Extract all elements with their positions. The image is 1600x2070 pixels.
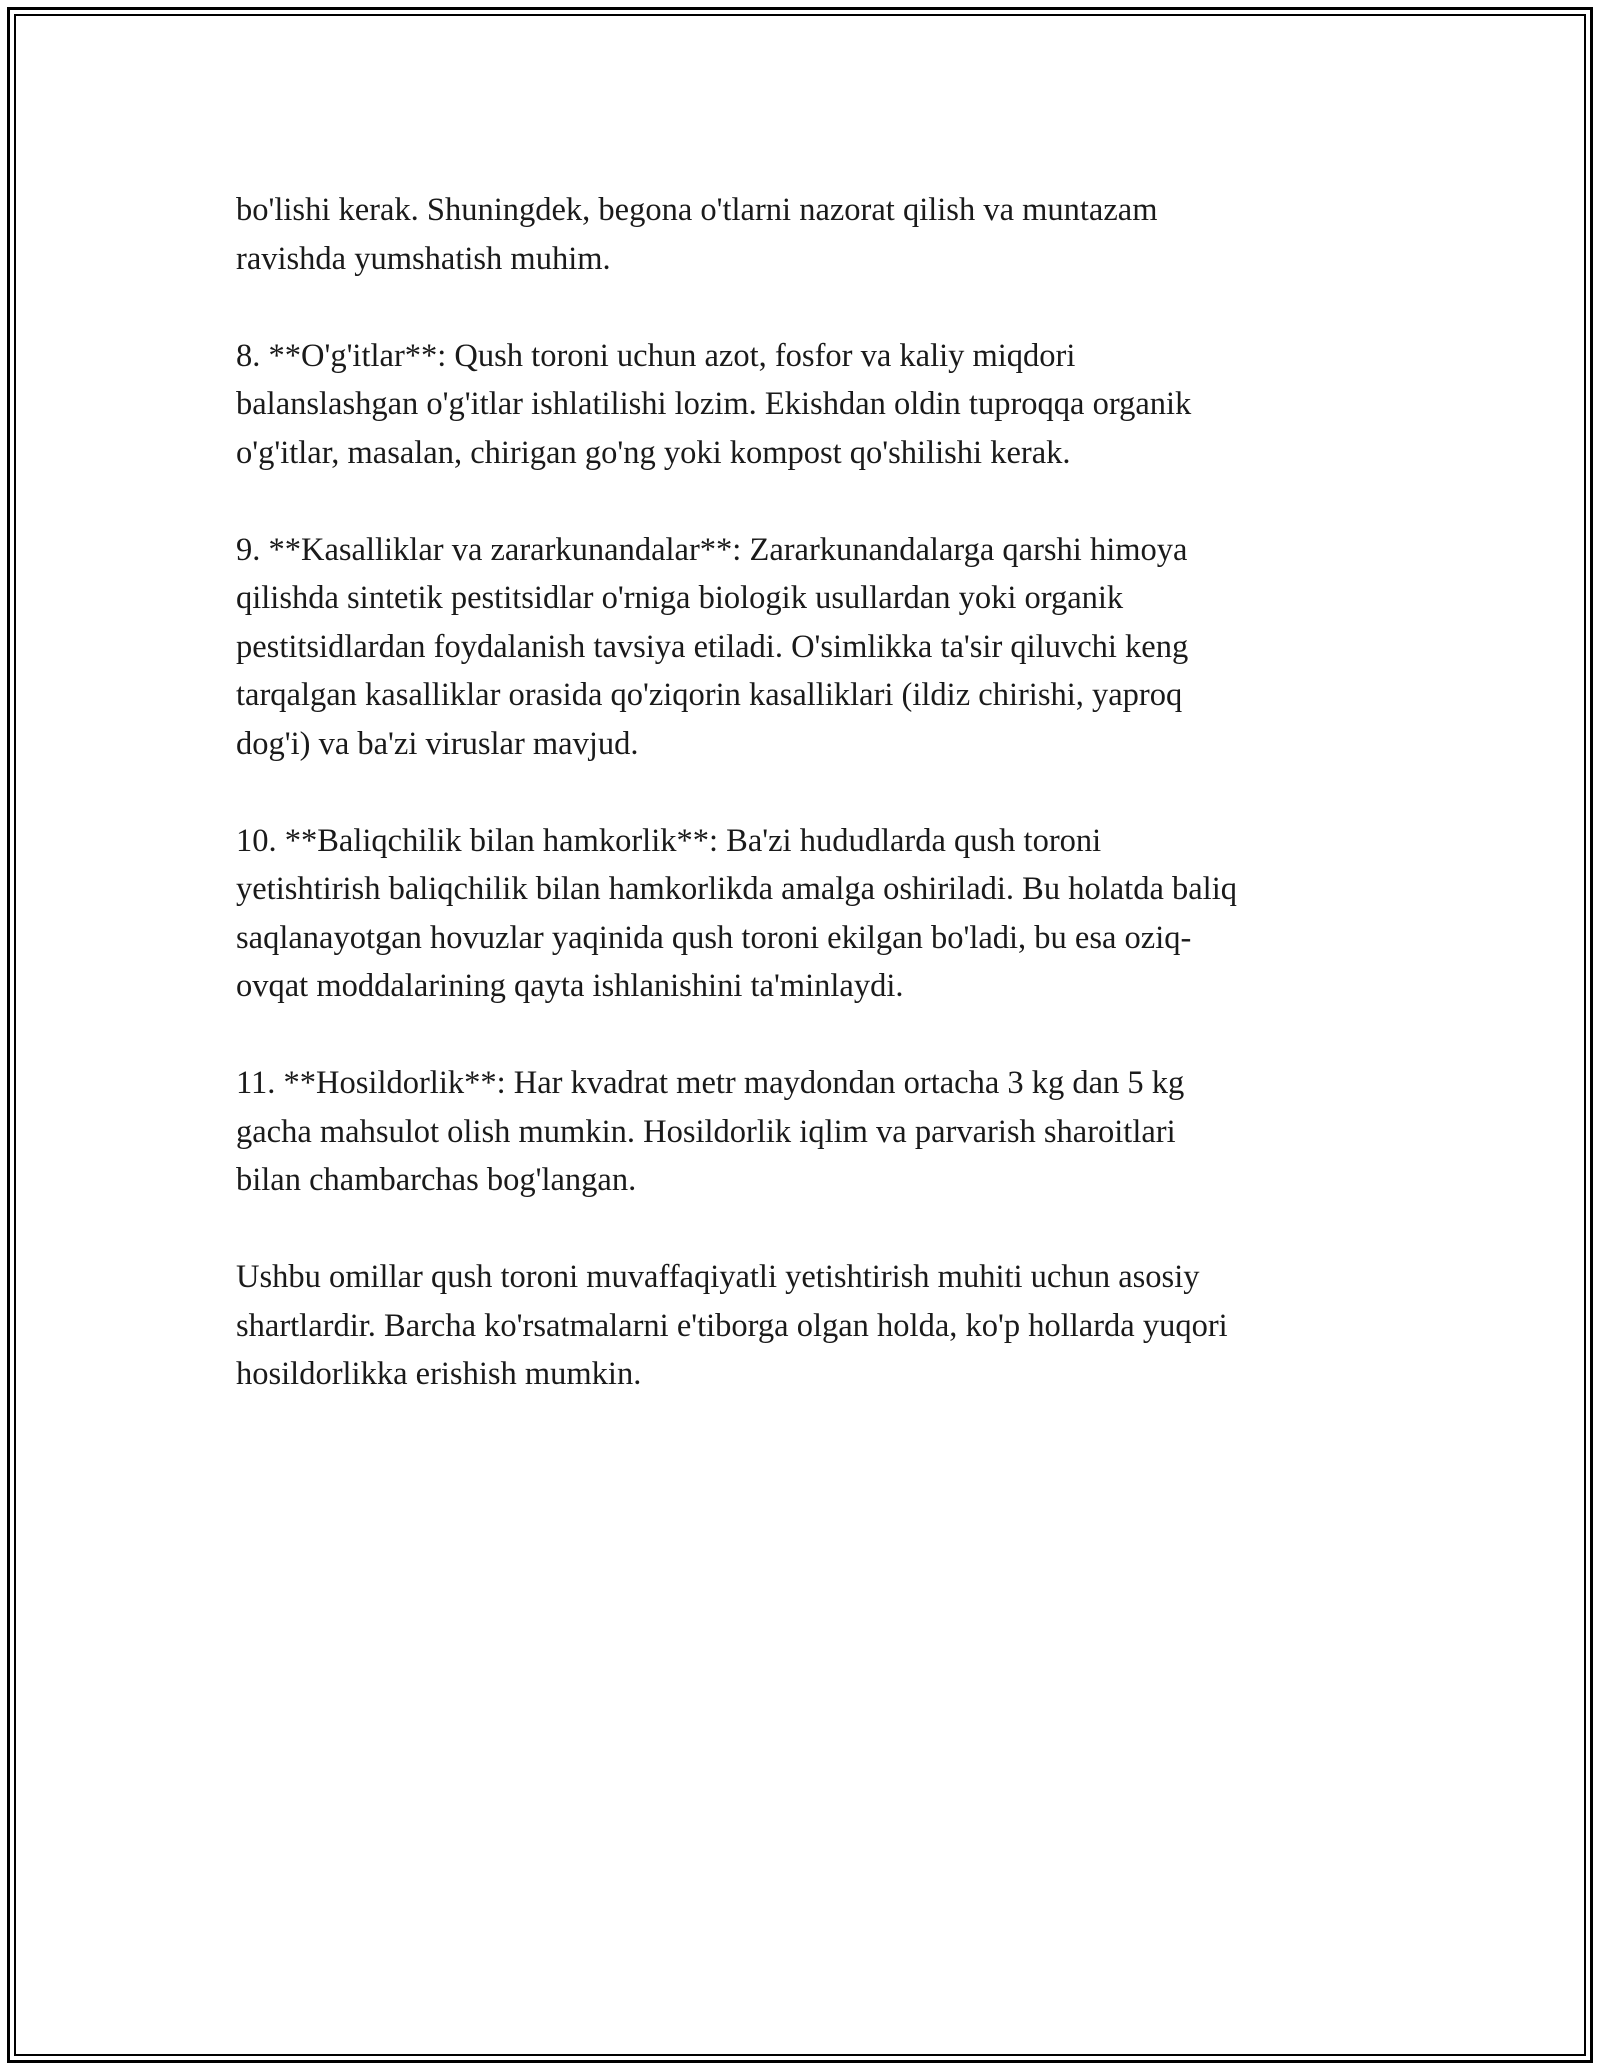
paragraph-fish-farming: 10. **Baliqchilik bilan hamkorlik**: Ba'zi hududlarda qush toroni yetishtirish baliqchilik bilan hamkorlikda amalga oshiriladi. Bu holatda baliq saqlanayotgan hovuzlar yaqinida qush toroni ekilgan bo'ladi, bu esa oziq- ovqat moddalarining qayta ishlanishini ta'minlaydi. [236,822,1237,1004]
paragraph-fertilizers: 8. **O'g'itlar**: Qush toroni uchun azot, fosfor va kaliy miqdori balanslashgan o'g'itlar ishlatilishi lozim. Ekishdan oldin tuproqqa organik o'g'itlar, masalan, chirigan go'ng yoki kompost qo'shilishi kerak. [236,337,1192,471]
paragraph-conclusion: Ushbu omillar qush toroni muvaffaqiyatli yetishtirish muhiti uchun asosiy shartlardir. Barcha ko'rsatmalarni e'tiborga olgan holda, ko'p hollarda yuqori hosildorlikka erishish mumkin. [236,1259,1228,1392]
document-body [236,186,1376,1447]
paragraph-weeding-continuation: bo'lishi kerak. Shuningdek, begona o'tlarni nazorat qilish va muntazam ravishda yumshatish muhim. [236,192,1158,277]
paragraph-yield: 11. **Hosildorlik**: Har kvadrat metr maydondan ortacha 3 kg dan 5 kg gacha mahsulot olish mumkin. Hosildorlik iqlim va parvarish sharoitlari bilan chambarchas bog'langan. [236,1065,1185,1198]
paragraph-diseases-pests: 9. **Kasalliklar va zararkunandalar**: Zararkunandalarga qarshi himoya qilishda sintetik pestitsidlar o'rniga biologik usullardan yoki organik pestitsidlardan foydalanish tavsiya etiladi. O'simlikka ta'sir qiluvchi keng tarqalgan kasalliklar orasida qo'ziqorin kasalliklari (ildiz chirishi, yaproq dog'i) va ba'zi viruslar mavjud. [236,531,1189,762]
